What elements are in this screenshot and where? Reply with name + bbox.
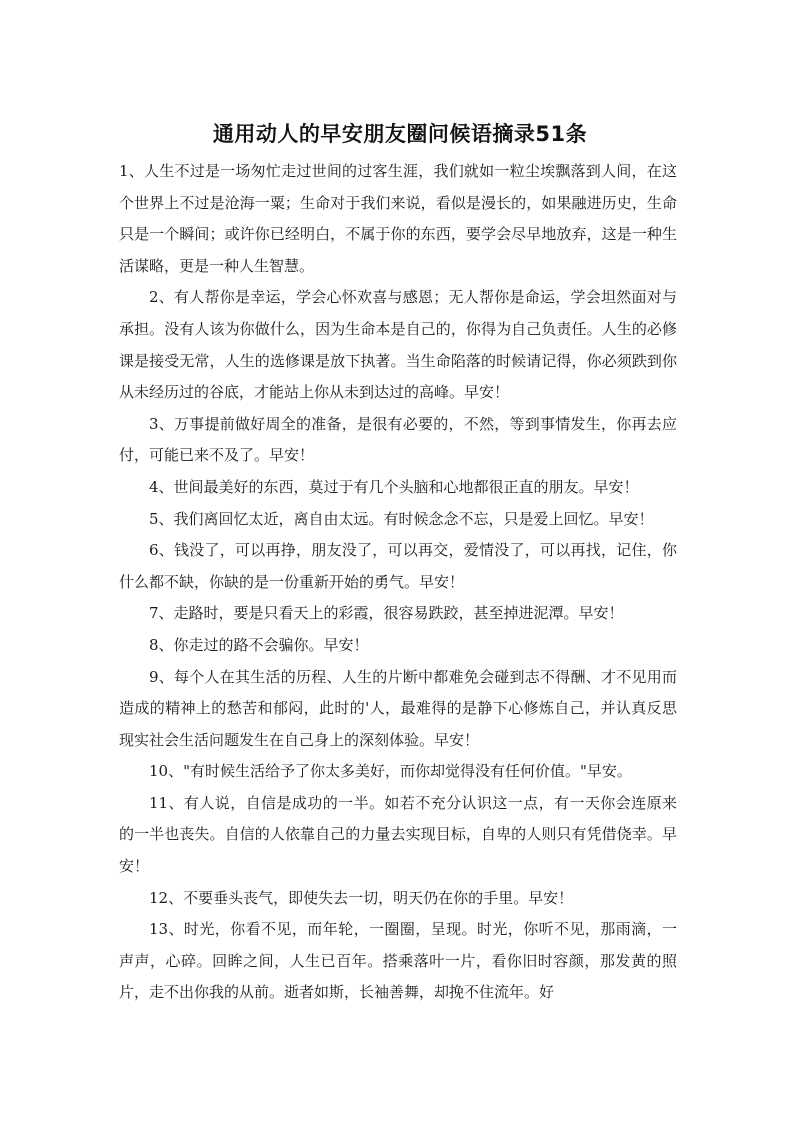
paragraph-8: 8、你走过的路不会骗你。早安！ (149, 635, 369, 654)
paragraph-7: 7、走路时，要是只看天上的彩霞，很容易跌跤，甚至掉进泥潭。早安！ (149, 604, 624, 623)
paragraph-5: 5、我们离回忆太近，离自由太远。有时候念念不忘，只是爱上回忆。早安！ (149, 509, 654, 528)
paragraph-4: 4、世间最美好的东西，莫过于有几个头脑和心地都很正直的朋友。早安！ (149, 477, 639, 496)
paragraph-2: 2、有人帮你是幸运，学会心怀欢喜与感恩；无人帮你是命运，学会坦然面对与承担。没有人该为你做什么，因为生命本是自己的，你得为自己负责任。人生的必修课是接受无常，人生的选修课是放下执著。当生命陷落的时候请记得，你必须跌到你从未经历过的谷底，才能站上你从未到达过的高峰。早安！ (119, 288, 677, 402)
paragraph-11: 11、有人说，自信是成功的一半。如若不充分认识这一点，有一天你会连原来的一半也丧失。自信的人依靠自己的力量去实现目标，自卑的人则只有凭借侥幸。早安！ (119, 793, 677, 876)
paragraph-1: 1、人生不过是一场匆忙走过世间的过客生涯，我们就如一粒尘埃飘落到人间，在这个世界上不过是沧海一粟；生命对于我们来说，看似是漫长的，如果融进历史，生命只是一个瞬间；或许你已经明白，不属于你的东西，要学会尽早地放弃，这是一种生活谋略，更是一种人生智慧。 (119, 162, 677, 275)
paragraph-9: 9、每个人在其生活的历程、人生的片断中都难免会碰到志不得酬、才不见用而造成的精神上的愁苦和郁闷，此时的'人，最难得的是静下心修炼自己，并认真反思现实社会生活问题发生在自己身上的深刻体验。早安！ (119, 667, 677, 749)
paragraph-3: 3、万事提前做好周全的准备，是很有必要的，不然，等到事情发生，你再去应付，可能已来不及了。早安！ (119, 414, 677, 465)
paragraph-13: 13、时光，你看不见，而年轮，一圈圈，呈现。时光，你听不见，那雨滴，一声声，心碎。回眸之间，人生已百年。搭乘落叶一片，看你旧时容颜，那发黄的照片，走不出你我的从前。逝者如斯，长袖善舞，却挽不住流年。好 (119, 920, 677, 1002)
document-title: 通用动人的早安朋友圈问候语摘录51条 (212, 122, 588, 146)
document-body (119, 156, 677, 1009)
paragraph-12: 12、不要垂头丧气，即使失去一切，明天仍在你的手里。早安！ (149, 888, 574, 907)
paragraph-10: 10、"有时候生活给予了你太多美好，而你却觉得没有任何价值。"早安。 (149, 762, 632, 781)
paragraph-6: 6、钱没了，可以再挣，朋友没了，可以再交，爱情没了，可以再找，记住，你什么都不缺，你缺的是一份重新开始的勇气。早安！ (119, 541, 677, 591)
